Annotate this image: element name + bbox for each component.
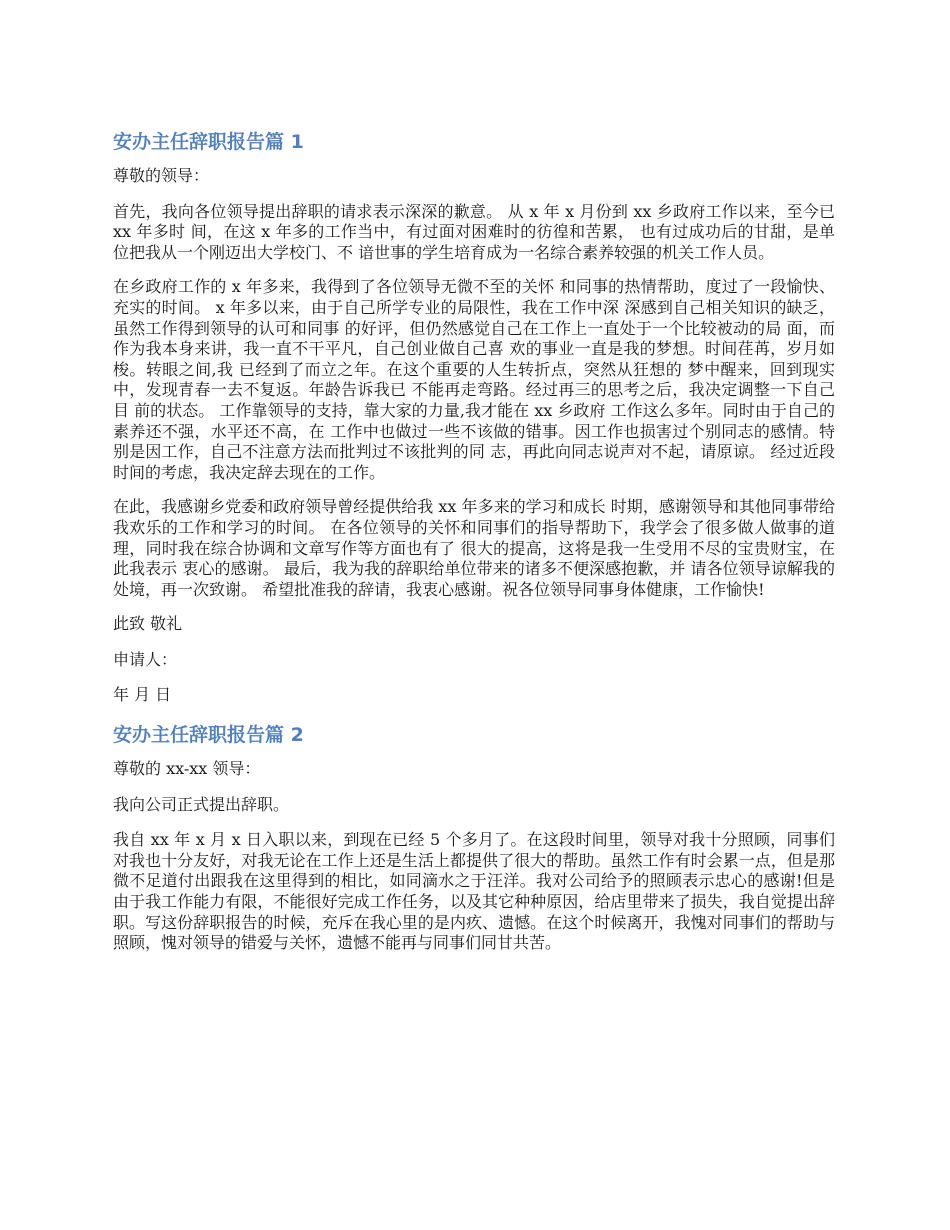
section-1-paragraph: 在此，我感谢乡党委和政府领导曾经提供给我 xx 年多来的学习和成长 时期，感谢领导和其他同事带给我欢乐的工作和学习的时间。 在各位领导的关怀和同事们的指导帮助下，我学会了很多做人做事的道理，同时我在综合协调和文章写作等方面也有了 很大的提高，这将是我一生受用不尽的宝贵财宝，在此我表示 衷心的感谢。 最后，我为我的辞职给单位带来的诸多不便深感抱歉，并 请各位领导谅解我的处境，再一次致谢。 希望批准我的辞请，我衷心感谢。祝各位领导同事身体健康，工作愉快! xyxy=(113,497,835,599)
document-body xyxy=(113,128,835,968)
section-2-paragraph: 我自 xx 年 x 月 x 日入职以来，到现在已经 5 个多月了。在这段时间里，领导对我十分照顾，同事们对我也十分友好，对我无论在工作上还是生活上都提供了很大的帮助。虽然工作有时会累一点，但是那微不足道付出跟我在这里得到的相比，如同滴水之于汪洋。我对公司给予的照顾表示忠心的感谢!但是由于我工作能力有限，不能很好完成工作任务，以及其它种种原因，给店里带来了损失，我自觉提出辞职。写这份辞职报告的时候，充斥在我心里的是内疚、遗憾。在这个时候离开，我愧对同事们的帮助与照顾，愧对领导的错爱与关怀，遗憾不能再与同事们同甘共苦。 xyxy=(113,830,835,953)
section-2-paragraph: 我向公司正式提出辞职。 xyxy=(113,794,290,814)
section-1-salutation: 尊敬的领导： xyxy=(113,166,210,185)
section-1-applicant: 申请人： xyxy=(113,649,178,669)
section-2-salutation: 尊敬的 xx-xx 领导： xyxy=(113,759,261,779)
section-1-date: 年 月 日 xyxy=(113,685,172,705)
section-1-heading: 安办主任辞职报告篇 1 xyxy=(113,131,304,153)
section-1-paragraph: 首先，我向各位领导提出辞职的请求表示深深的歉意。 从 x 年 x 月份到 xx 乡政府工作以来，至今已 xx 年多时 间，在这 x 年多的工作当中，有过面对困难时的彷徨和苦累， 也有过成功后的甘甜，是单位把我从一个刚迈出大学校门、不 谙世事的学生培育成为一名综合素养较强的机关工作人员。 xyxy=(113,201,835,262)
section-2-heading: 安办主任辞职报告篇 2 xyxy=(113,724,304,747)
section-1-paragraph: 在乡政府工作的 x 年多来，我得到了各位领导无微不至的关怀 和同事的热情帮助，度过了一段愉快、充实的时间。 x 年多以来，由于自己所学专业的局限性，我在工作中深 深感到自己相关知识的缺乏，虽然工作得到领导的认可和同事 的好评，但仍然感觉自己在工作上一直处于一个比较被动的局 面，而作为我本身来讲，我一直不干平凡，自己创业做自己喜 欢的事业一直是我的梦想。时间荏苒，岁月如梭。转眼之间,我 已经到了而立之年。在这个重要的人生转折点，突然从狂想的 梦中醒来，回到现实中，发现青春一去不复返。年龄告诉我已 不能再走弯路。经过再三的思考之后，我决定调整一下自己目 前的状态。 工作靠领导的支持，靠大家的力量,我才能在 xx 乡政府 工作这么多年。同时由于自己的素养还不强，水平还不高，在 工作中也做过一些不该做的错事。因工作也损害过个别同志的感情。特别是因工作，自己不注意方法而批判过不该批判的同 志，再此向同志说声对不起，请原谅。 经过近段时间的考虑，我决定辞去现在的工作。 xyxy=(113,277,835,482)
section-1-closing: 此致 敬礼 xyxy=(113,614,183,634)
